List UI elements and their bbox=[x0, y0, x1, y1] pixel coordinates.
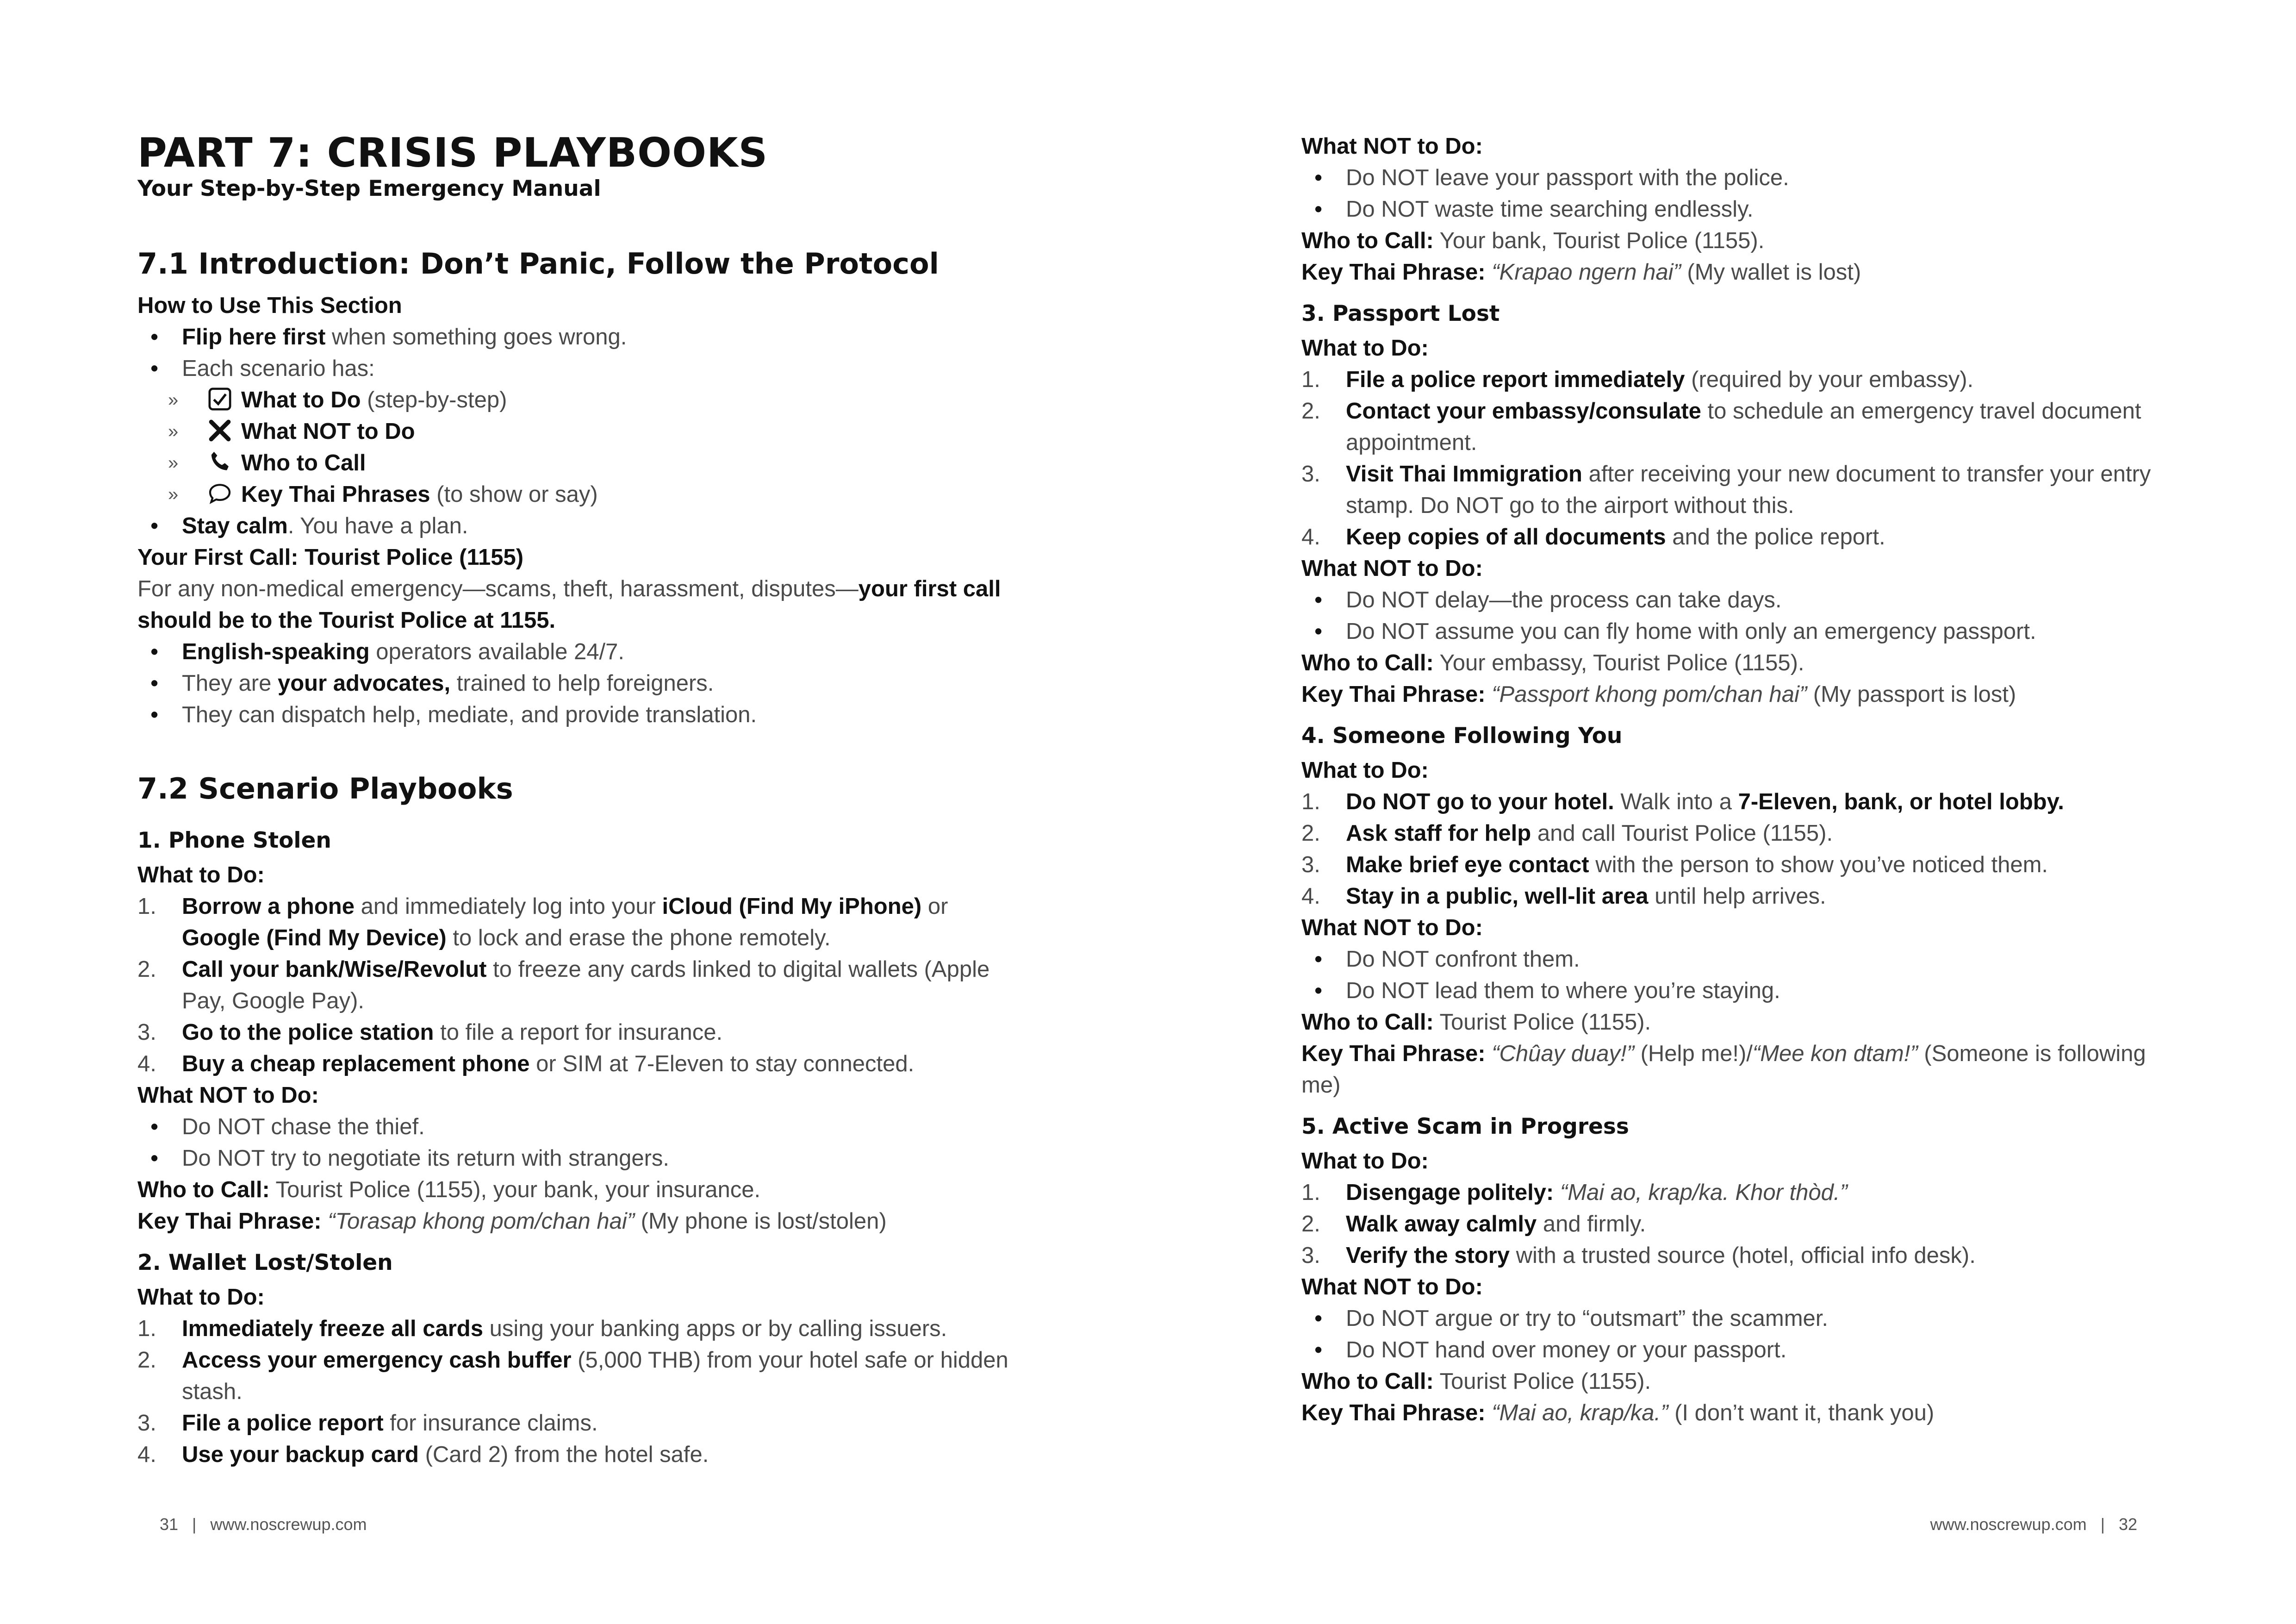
list-item: 2. Contact your embassy/consulate to schedule an emergency travel document appointment. bbox=[1301, 399, 2141, 455]
phone-icon bbox=[207, 449, 233, 475]
list-item: 1. File a police report immediately (required by your embassy). bbox=[1301, 367, 1974, 392]
what-not-to-do-label: What NOT to Do: bbox=[137, 1083, 319, 1108]
how-to-use-label: How to Use This Section bbox=[137, 293, 402, 318]
what-to-do-label: What to Do: bbox=[1301, 758, 1429, 783]
list-item: • Do NOT confront them. bbox=[1301, 943, 2176, 975]
list-item: 4. Buy a cheap replacement phone or SIM at 7-Eleven to stay connected. bbox=[137, 1051, 915, 1076]
not-list bbox=[137, 1111, 1012, 1174]
what-to-do-label: What to Do: bbox=[137, 1285, 265, 1310]
list-item: » Key Thai Phrases (to show or say) bbox=[137, 479, 1012, 510]
scenario-title: 1. Phone Stolen bbox=[137, 828, 331, 853]
left-column bbox=[137, 131, 1012, 1470]
list-item: 4. Stay in a public, well-lit area until help arrives. bbox=[1301, 884, 1826, 909]
list-item: » What NOT to Do bbox=[137, 416, 1012, 447]
what-not-to-do-label: What NOT to Do: bbox=[1301, 915, 1483, 940]
scenario-parts-list bbox=[137, 384, 1012, 510]
what-not-to-do-label: What NOT to Do: bbox=[1301, 556, 1483, 581]
list-item: • Each scenario has: bbox=[137, 353, 1012, 384]
list-item: • Do NOT delay—the process can take days. bbox=[1301, 584, 2176, 616]
right-column bbox=[1301, 131, 2176, 1429]
list-item: 3. Verify the story with a trusted source (hotel, official info desk). bbox=[1301, 1243, 1976, 1268]
list-item: • Do NOT chase the thief. bbox=[137, 1111, 1012, 1143]
footer-url[interactable]: www.noscrewup.com bbox=[1930, 1515, 2087, 1534]
key-thai-phrase: Key Thai Phrase: “Krapao ngern hai” (My wallet is lost) bbox=[1301, 260, 1861, 285]
who-to-call: Who to Call: Tourist Police (1155). bbox=[1301, 1010, 1651, 1035]
steps-list bbox=[1301, 786, 2176, 912]
page-number: 32 bbox=[2118, 1515, 2137, 1534]
who-to-call: Who to Call: Your bank, Tourist Police (1155). bbox=[1301, 228, 1765, 253]
scenario-title: 3. Passport Lost bbox=[1301, 301, 1500, 326]
who-to-call: Who to Call: Tourist Police (1155), your bank, your insurance. bbox=[137, 1177, 761, 1202]
list-item: • Do NOT try to negotiate its return with strangers. bbox=[137, 1143, 1012, 1174]
footer-separator: | bbox=[2100, 1515, 2105, 1534]
first-call-paragraph: For any non-medical emergency—scams, theft, harassment, disputes—your first call should be to the Tourist Police at 1155. bbox=[137, 576, 1001, 633]
footer-url[interactable]: www.noscrewup.com bbox=[210, 1515, 367, 1534]
how-to-use-list bbox=[137, 321, 1012, 384]
tourist-police-list bbox=[137, 636, 1012, 731]
list-item: • Stay calm. You have a plan. bbox=[137, 510, 1012, 542]
list-item: 2. Walk away calmly and firmly. bbox=[1301, 1212, 1646, 1237]
list-item: » Who to Call bbox=[137, 447, 1012, 479]
section-heading-7-1: 7.1 Introduction: Don’t Panic, Follow the Protocol bbox=[137, 247, 939, 281]
section-heading-7-2: 7.2 Scenario Playbooks bbox=[137, 772, 513, 806]
steps-list bbox=[1301, 364, 2176, 553]
list-item: 1. Disengage politely: “Mai ao, krap/ka. Khor thòd.” bbox=[1301, 1180, 1848, 1205]
what-to-do-label: What to Do: bbox=[137, 862, 265, 887]
key-thai-phrase: Key Thai Phrase: “Passport khong pom/chan hai” (My passport is lost) bbox=[1301, 682, 2016, 707]
list-item: 4. Use your backup card (Card 2) from the hotel safe. bbox=[137, 1442, 709, 1467]
list-item: • Flip here first when something goes wrong. bbox=[137, 321, 1012, 353]
what-to-do-label: What to Do: bbox=[1301, 1149, 1429, 1174]
not-list bbox=[1301, 1303, 2176, 1366]
page-subtitle: Your Step-by-Step Emergency Manual bbox=[137, 176, 601, 201]
list-item: • Do NOT argue or try to “outsmart” the scammer. bbox=[1301, 1303, 2176, 1334]
list-item: 4. Keep copies of all documents and the police report. bbox=[1301, 525, 1885, 550]
right-page bbox=[1148, 0, 2296, 1624]
list-item: 2. Access your emergency cash buffer (5,000 THB) from your hotel safe or hidden stash. bbox=[137, 1348, 1008, 1404]
list-item: 3. Go to the police station to file a report for insurance. bbox=[137, 1020, 723, 1045]
scenario-title: 4. Someone Following You bbox=[1301, 723, 1623, 749]
page-footer bbox=[1930, 1515, 2137, 1534]
list-item: • English-speaking operators available 24/7. bbox=[137, 636, 1012, 668]
list-item: • Do NOT leave your passport with the police. bbox=[1301, 162, 2176, 194]
who-to-call: Who to Call: Tourist Police (1155). bbox=[1301, 1369, 1651, 1394]
list-item: 2. Call your bank/Wise/Revolut to freeze any cards linked to digital wallets (Apple Pay, Google Pay). bbox=[137, 957, 990, 1013]
speech-bubble-icon bbox=[207, 481, 233, 506]
list-item: • Do NOT hand over money or your passport. bbox=[1301, 1334, 2176, 1366]
scenario-title: 5. Active Scam in Progress bbox=[1301, 1114, 1629, 1139]
not-list bbox=[1301, 162, 2176, 225]
first-call-label: Your First Call: Tourist Police (1155) bbox=[137, 545, 524, 570]
list-item: 1. Immediately freeze all cards using your banking apps or by calling issuers. bbox=[137, 1316, 947, 1341]
list-item: • Do NOT waste time searching endlessly. bbox=[1301, 194, 2176, 225]
not-list bbox=[1301, 584, 2176, 647]
steps-list bbox=[137, 891, 1012, 1080]
list-item: • Do NOT assume you can fly home with only an emergency passport. bbox=[1301, 616, 2176, 647]
key-thai-phrase: Key Thai Phrase: “Mai ao, krap/ka.” (I don’t want it, thank you) bbox=[1301, 1400, 1935, 1425]
calm-list bbox=[137, 510, 1012, 542]
steps-list bbox=[137, 1313, 1012, 1470]
steps-list bbox=[1301, 1177, 2176, 1271]
list-item: 3. Visit Thai Immigration after receiving your new document to transfer your entry stamp. Do NOT go to the airport without this. bbox=[1301, 462, 2151, 518]
list-item: • They are your advocates, trained to help foreigners. bbox=[137, 668, 1012, 699]
what-not-to-do-label: What NOT to Do: bbox=[1301, 134, 1483, 159]
list-item: 1. Borrow a phone and immediately log into your iCloud (Find My iPhone) or Google (Find My Device) to lock and erase the phone remotely. bbox=[137, 894, 948, 950]
cross-icon bbox=[207, 418, 233, 443]
list-item: • They can dispatch help, mediate, and provide translation. bbox=[137, 699, 1012, 731]
page-number: 31 bbox=[160, 1515, 179, 1534]
page-title: PART 7: CRISIS PLAYBOOKS bbox=[137, 129, 768, 176]
key-thai-phrase: Key Thai Phrase: “Torasap khong pom/chan hai” (My phone is lost/stolen) bbox=[137, 1209, 887, 1234]
list-item: 3. File a police report for insurance claims. bbox=[137, 1411, 598, 1436]
what-to-do-label: What to Do: bbox=[1301, 336, 1429, 361]
list-item: 1. Do NOT go to your hotel. Walk into a 7-Eleven, bank, or hotel lobby. bbox=[1301, 789, 2064, 814]
list-item: » What to Do (step-by-step) bbox=[137, 384, 1012, 416]
checkbox-icon bbox=[207, 386, 233, 412]
list-item: 3. Make brief eye contact with the person to show you’ve noticed them. bbox=[1301, 852, 2048, 877]
who-to-call: Who to Call: Your embassy, Tourist Police (1155). bbox=[1301, 650, 1804, 675]
what-not-to-do-label: What NOT to Do: bbox=[1301, 1274, 1483, 1299]
list-item: • Do NOT lead them to where you’re staying. bbox=[1301, 975, 2176, 1006]
list-item: 2. Ask staff for help and call Tourist Police (1155). bbox=[1301, 821, 1833, 846]
scenario-title: 2. Wallet Lost/Stolen bbox=[137, 1250, 393, 1275]
not-list bbox=[1301, 943, 2176, 1006]
page-footer bbox=[160, 1515, 367, 1534]
footer-separator: | bbox=[192, 1515, 197, 1534]
key-thai-phrase: Key Thai Phrase: “Chûay duay!” (Help me!)/“Mee kon dtam!” (Someone is following me) bbox=[1301, 1041, 2146, 1098]
